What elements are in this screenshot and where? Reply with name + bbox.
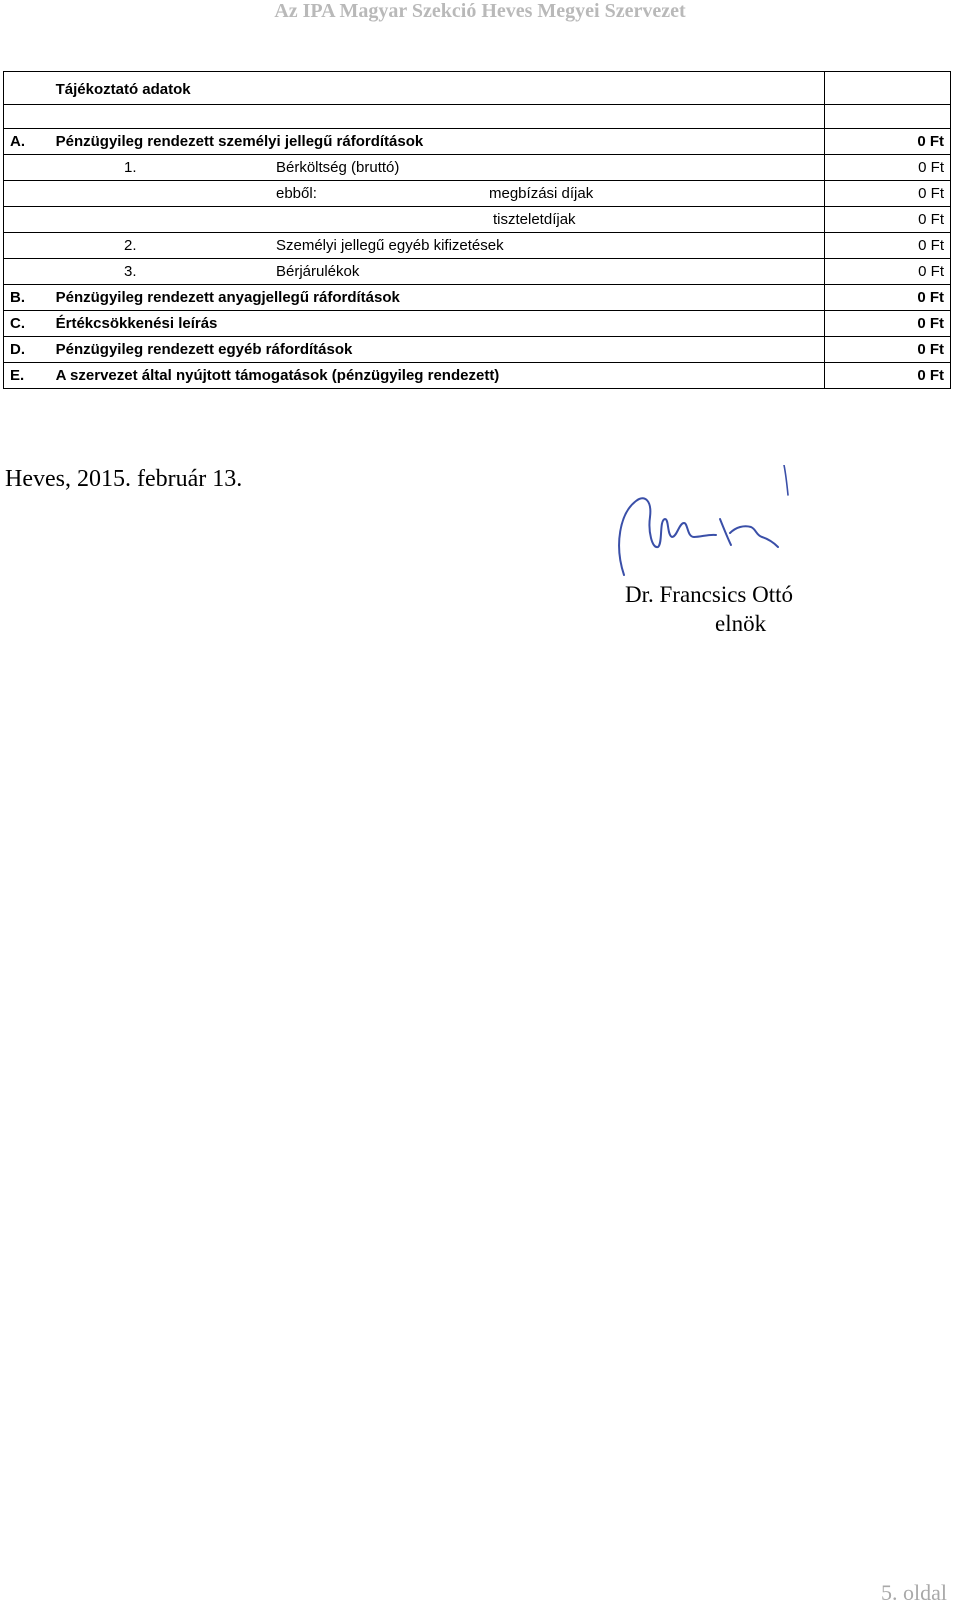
- signer-name: Dr. Francsics Ottó: [625, 582, 794, 607]
- signer-role: elnök: [715, 611, 767, 636]
- row-letter: C.: [4, 311, 50, 337]
- row-amount: 0 Ft: [824, 285, 950, 311]
- row-amount: 0 Ft: [824, 337, 950, 363]
- row-label: Pénzügyileg rendezett egyéb ráfordítások: [50, 337, 825, 363]
- document-header: Az IPA Magyar Szekció Heves Megyei Szervezet: [274, 0, 686, 22]
- row-label: Pénzügyileg rendezett személyi jellegű ráfordítások: [50, 129, 825, 155]
- row-label: Pénzügyileg rendezett anyagjellegű ráfordítások: [50, 285, 825, 311]
- row-number: 2.: [124, 237, 137, 254]
- row-letter: E.: [4, 363, 50, 389]
- info-table: [3, 71, 951, 389]
- table-row: [4, 285, 951, 311]
- table-row: [4, 233, 951, 259]
- table-row: [4, 363, 951, 389]
- date-place: Heves, 2015. február 13.: [5, 466, 243, 492]
- row-letter: D.: [4, 337, 50, 363]
- row-amount: 0 Ft: [824, 181, 950, 207]
- row-amount: 0 Ft: [824, 129, 950, 155]
- row-amount: 0 Ft: [824, 207, 950, 233]
- row-letter: A.: [4, 129, 50, 155]
- row-letter: B.: [4, 285, 50, 311]
- row-label: A szervezet által nyújtott támogatások (pénzügyileg rendezett): [50, 363, 825, 389]
- row-amount: 0 Ft: [824, 259, 950, 285]
- table-spacer-row: [4, 105, 951, 129]
- row-amount: 0 Ft: [824, 155, 950, 181]
- row-amount: 0 Ft: [824, 363, 950, 389]
- row-amount: 0 Ft: [824, 311, 950, 337]
- row-amount: 0 Ft: [824, 233, 950, 259]
- row-prefix: ebből:: [276, 185, 317, 202]
- table-row: [4, 155, 951, 181]
- table-heading-row: [4, 72, 951, 105]
- row-number: 1.: [124, 159, 137, 176]
- row-label: megbízási díjak: [489, 185, 594, 202]
- row-label: Személyi jellegű egyéb kifizetések: [276, 237, 504, 254]
- handwritten-signature: [612, 465, 802, 590]
- row-label: tiszteletdíjak: [493, 211, 576, 228]
- row-label: Bérjárulékok: [276, 263, 360, 280]
- table-row: [4, 207, 951, 233]
- table-row: [4, 311, 951, 337]
- row-label: Értékcsökkenési leírás: [50, 311, 825, 337]
- row-number: 3.: [124, 263, 137, 280]
- page-number: 5. oldal: [881, 1580, 947, 1605]
- table-row: [4, 259, 951, 285]
- table-row: [4, 337, 951, 363]
- table-heading: Tájékoztató adatok: [50, 72, 825, 105]
- table-row: [4, 129, 951, 155]
- signature-ink: [619, 465, 788, 575]
- row-label: Bérköltség (bruttó): [276, 159, 400, 176]
- table-row: [4, 181, 951, 207]
